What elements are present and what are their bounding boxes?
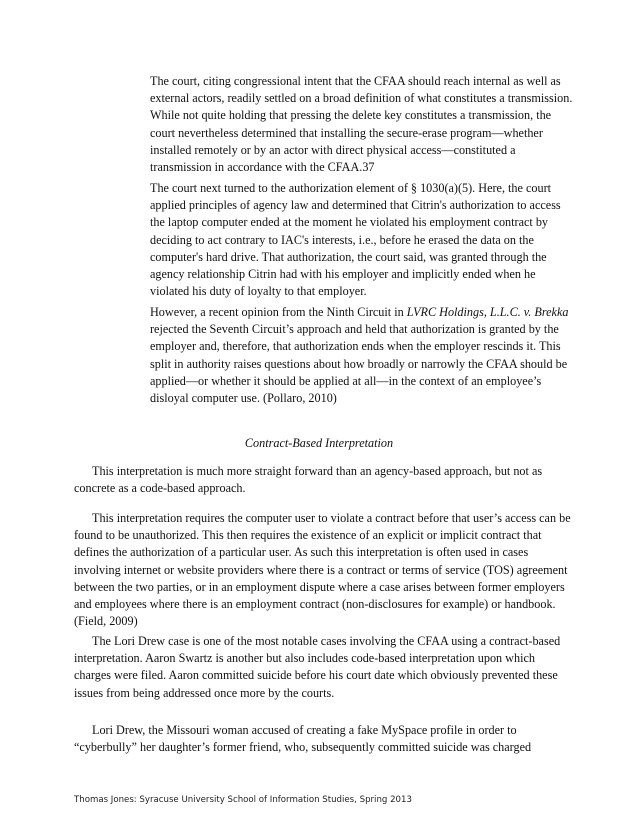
blockquote-p3-text-before: However, a recent opinion from the Ninth Circuit in bbox=[150, 305, 407, 319]
body-paragraph-2: This interpretation requires the computer user to violate a contract before that user’s access can be found to be unauthorized. This then requires the existence of an explicit or implicit contract that defines the authorization of a particular user. As such this interpretation is often used in cases involving internet or website providers where there is a contract or terms of service (TOS) agreement between the two parties, or in an employment dispute where a case arises between former employers and employees where there is an employment contract (non-disclosures for example) or handbook. (Field, 2009) bbox=[74, 511, 571, 629]
blockquote-paragraph-1: The court, citing congressional intent that the CFAA should reach internal as well as external actors, readily settled on a broad definition of what constitutes a transmission. While not quite holding that pressing the delete key constitutes a transmission, the court nevertheless determined that installing the secure-erase program—whether installed remotely or by an actor with direct physical access—constituted a transmission in accordance with the CFAA.37 bbox=[150, 74, 573, 175]
blockquote-paragraph-2: The court next turned to the authorization element of § 1030(a)(5). Here, the court applied principles of agency law and determined that Citrin's authorization to access the laptop computer ended at the moment he violated his employment contract by deciding to act contrary to IAC's interests, i.e., before he erased the data on the computer's hard drive. That authorization, the court said, was granted through the agency relationship Citrin had with his employer and implicitly ended when he violated his duty of loyalty to that employer. bbox=[150, 181, 561, 299]
body-paragraph-4: Lori Drew, the Missouri woman accused of creating a fake MySpace profile in order to “cyberbully” her daughter’s former friend, who, subsequently committed suicide was charged bbox=[74, 723, 532, 755]
section-heading: Contract-Based Interpretation bbox=[244, 436, 394, 450]
blockquote-paragraph-3 bbox=[150, 304, 575, 407]
blockquote-p3-text-after: rejected the Seventh Circuit’s approach and held that authorization is granted by the employer and, therefore, that authorization ends when the employer rescinds it. This split in authority raises questions about how broadly or narrowly the CFAA should be applied—or whether it should be applied at all—in the context of an employee’s disloyal computer use. (Pollaro, 2010) bbox=[150, 322, 568, 406]
page-footer: Thomas Jones: Syracuse University School of Information Studies, Spring 2013 bbox=[74, 795, 412, 805]
body-paragraph-3: The Lori Drew case is one of the most notable cases involving the CFAA using a contract-based interpretation. Aaron Swartz is another but also includes code-based interpretation upon which charges were filed. Aaron committed suicide before his court date which obviously prevented these issues from being addressed once more by the courts. bbox=[74, 634, 561, 700]
case-name: LVRC Holdings, L.L.C. v. Brekka bbox=[406, 305, 569, 319]
body-paragraph-1: This interpretation is much more straight forward than an agency-based approach, but not as concrete as a code-based approach. bbox=[74, 464, 543, 496]
